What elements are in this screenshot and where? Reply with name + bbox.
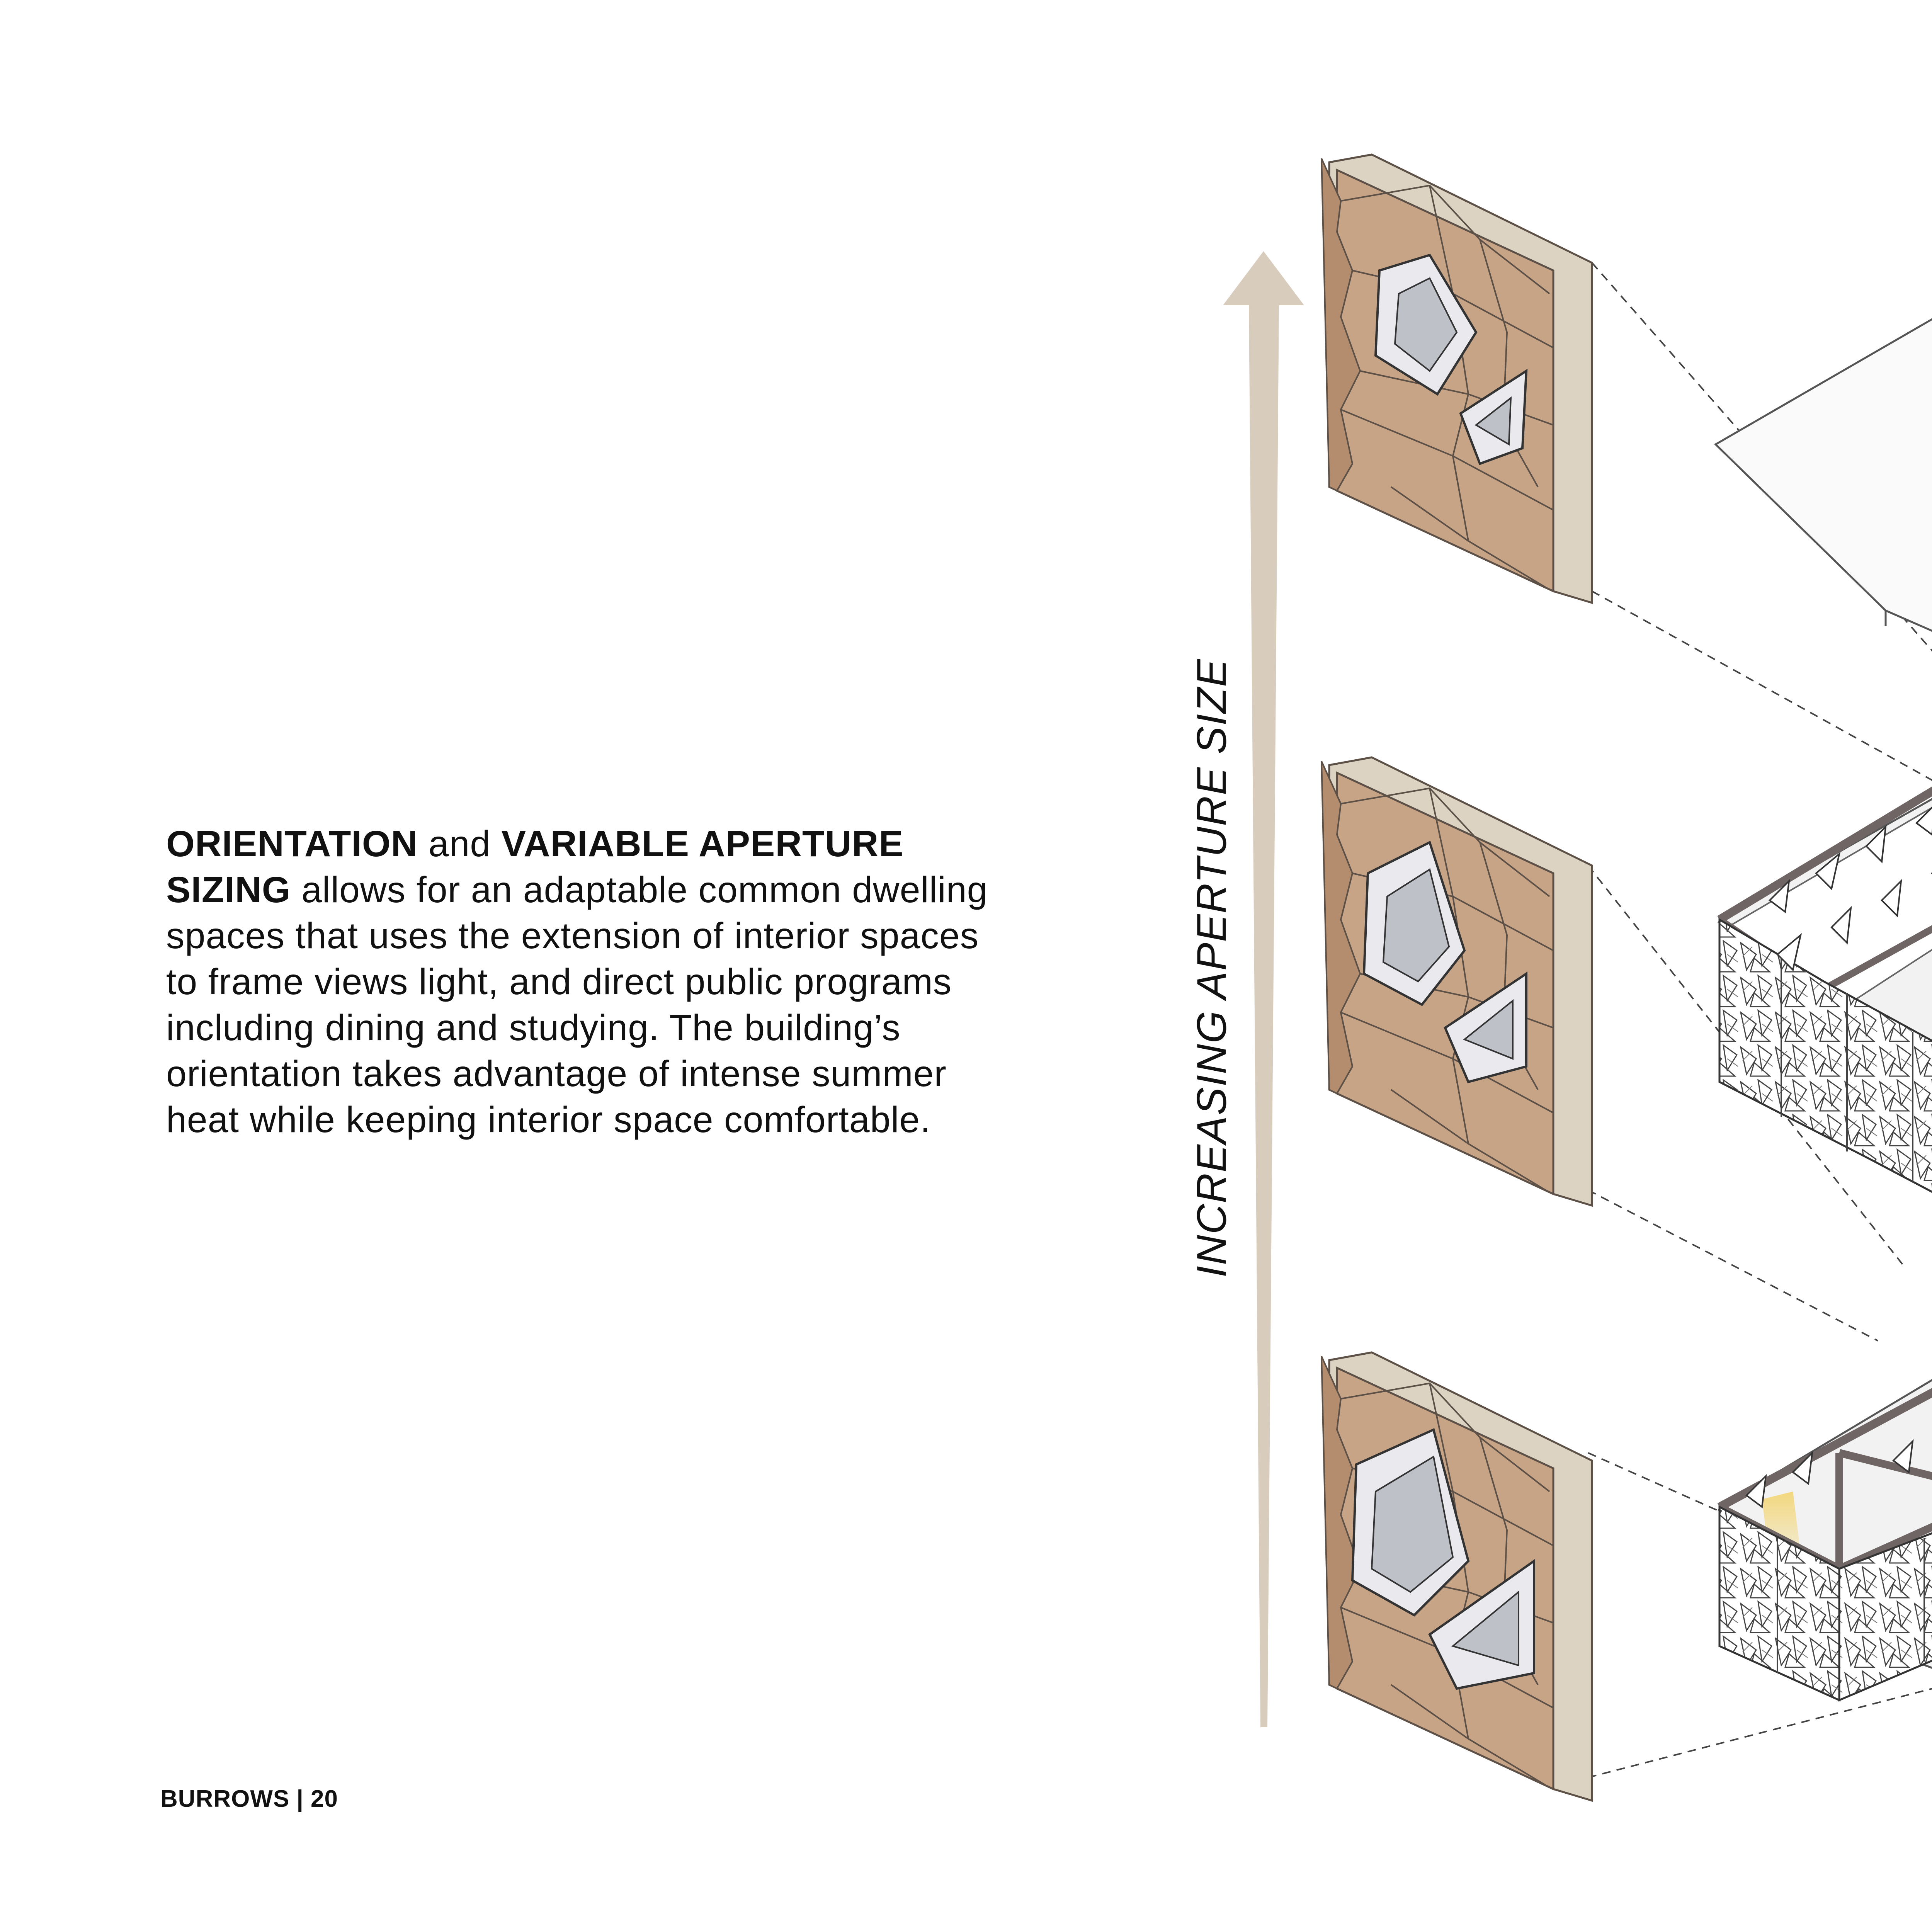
orientation-keyword: ORIENTATION [166,823,418,864]
description-paragraph [166,821,1001,1143]
project-name: BURROWS [160,1786,290,1812]
wall-panel-small-aperture [1321,155,1592,603]
footer-separator: | [296,1786,304,1812]
page-footer [160,1785,338,1813]
page-number: 20 [311,1786,338,1812]
wall-panel-medium-aperture [1321,757,1592,1206]
connector-text: and [418,823,502,864]
upper-floor [1719,773,1932,1306]
variable-aperture-keyword: VARIABLE APERTURE SIZING [166,823,904,910]
roof-layer [1716,131,1932,723]
description-body: allows for an adaptable common dwelling spaces that uses the extension of interior spaces to frame views light, and direct public programs including dining and studying. The building’s orientation takes advantage of intense summer heat while keeping interior space comfortable. [166,869,988,1140]
ground-floor [1719,1275,1932,1862]
arrow-label: INCREASING APERTURE SIZE [1188,658,1235,1278]
wall-panel-large-aperture [1321,1352,1592,1801]
